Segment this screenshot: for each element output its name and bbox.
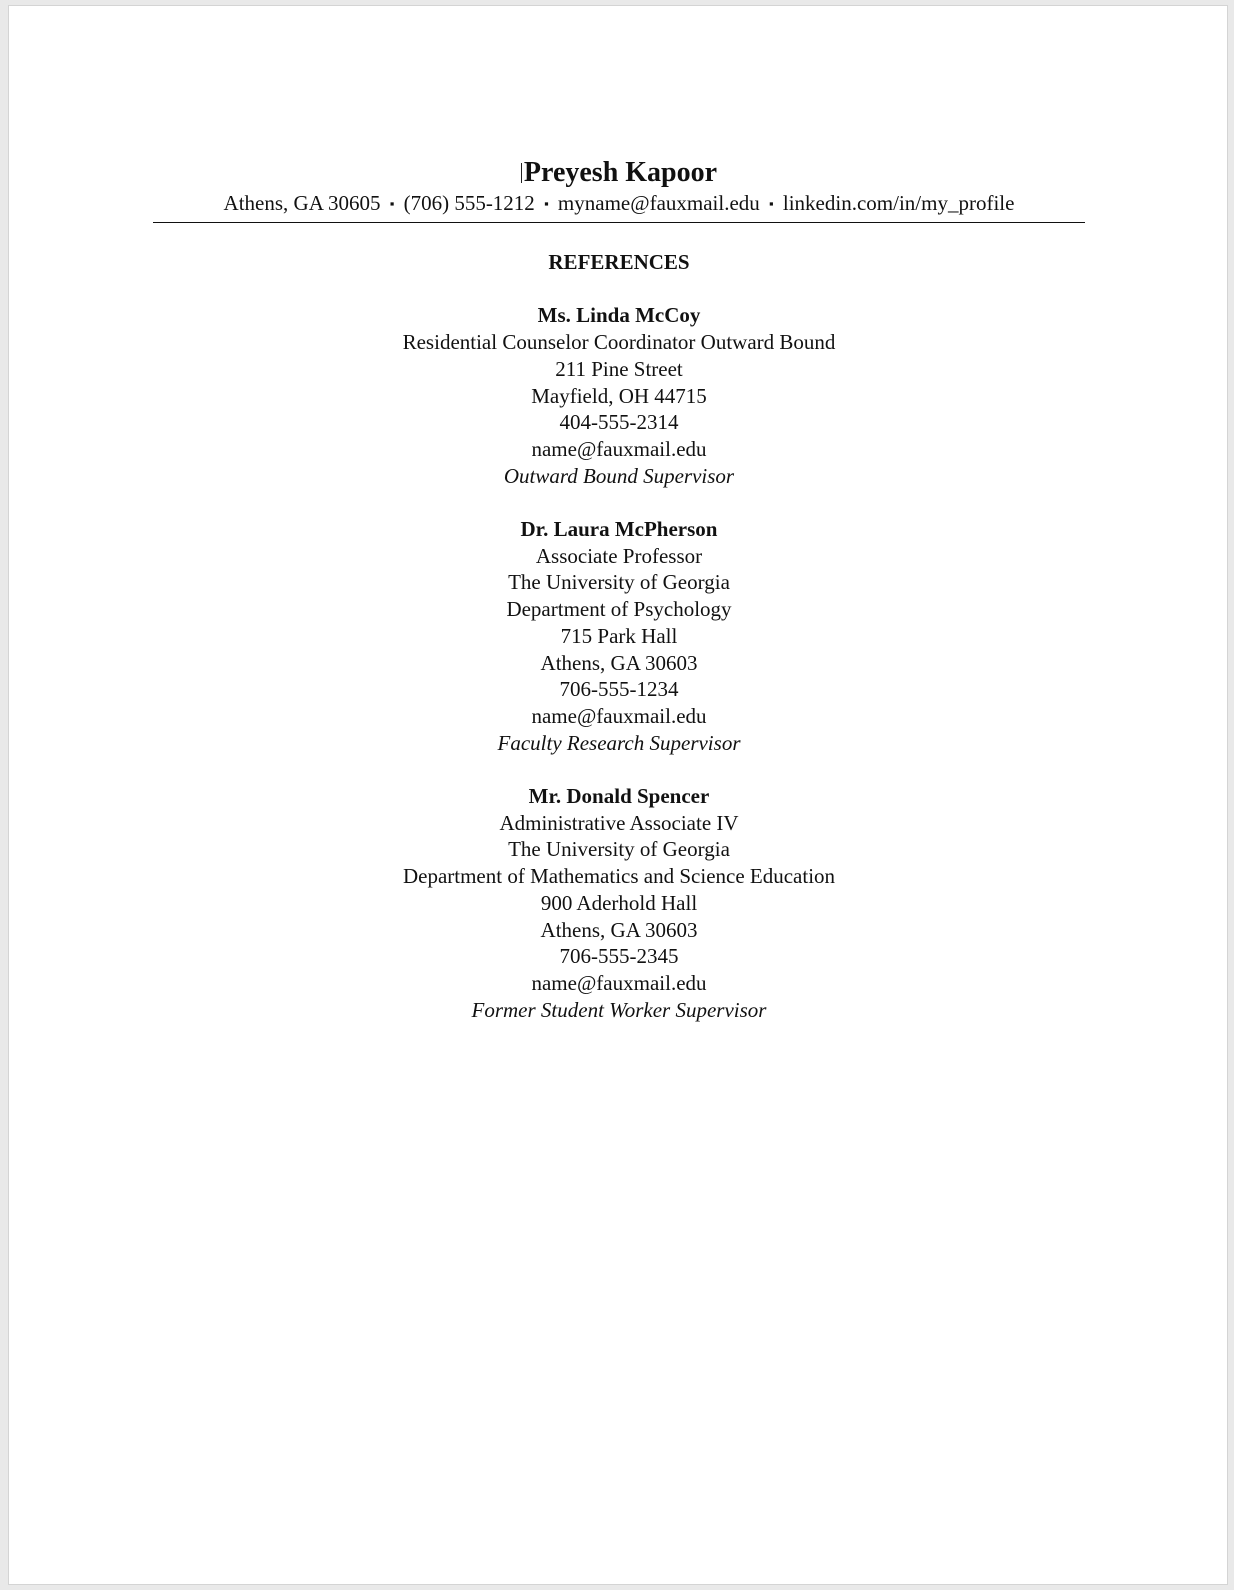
reference-line: 715 Park Hall [560, 623, 678, 648]
reference-entry [153, 302, 1085, 489]
reference-line: Associate Professor [535, 543, 703, 568]
reference-line: Department of Mathematics and Science Education [402, 864, 836, 889]
contact-phone: (706) 555-1212 [403, 191, 535, 215]
contact-separator: ▪ [769, 196, 774, 211]
reference-line: Residential Counselor Coordinator Outward Bound [402, 330, 836, 355]
reference-line: 706-555-1234 [559, 677, 679, 702]
reference-name: Ms. Linda McCoy [537, 303, 701, 328]
reference-line: name@fauxmail.edu [531, 703, 707, 728]
reference-line: The University of Georgia [508, 837, 730, 862]
reference-entry [153, 516, 1085, 756]
document-page [8, 5, 1228, 1585]
reference-line: 706-555-2345 [559, 944, 679, 969]
contact-separator: ▪ [544, 196, 549, 211]
contact-location: Athens, GA 30605 [223, 191, 381, 215]
contact-linkedin: linkedin.com/in/my_profile [782, 191, 1015, 215]
reference-line: Athens, GA 30603 [540, 650, 698, 675]
reference-name: Mr. Donald Spencer [528, 784, 710, 809]
reference-line: name@fauxmail.edu [531, 436, 707, 461]
reference-line: Department of Psychology [506, 597, 732, 622]
candidate-name[interactable] [521, 156, 717, 190]
references-section [153, 249, 1085, 1050]
reference-line: Administrative Associate IV [499, 810, 739, 835]
candidate-name-text: Preyesh Kapoor [523, 157, 718, 188]
section-title: REFERENCES [548, 250, 690, 274]
reference-relationship: Outward Bound Supervisor [503, 463, 735, 488]
reference-line: name@fauxmail.edu [531, 970, 707, 995]
reference-line: 211 Pine Street [555, 356, 683, 381]
contact-line [153, 190, 1085, 217]
reference-line: 404-555-2314 [559, 410, 679, 435]
reference-line: The University of Georgia [508, 570, 730, 595]
reference-name: Dr. Laura McPherson [520, 517, 718, 541]
resume-header [153, 156, 1085, 217]
reference-entry [153, 783, 1085, 1023]
reference-line: 900 Aderhold Hall [540, 890, 698, 915]
contact-separator: ▪ [389, 196, 395, 211]
text-cursor [521, 163, 522, 183]
reference-line: Athens, GA 30603 [540, 917, 698, 942]
header-divider [153, 222, 1085, 223]
contact-email: myname@fauxmail.edu [557, 191, 760, 215]
reference-line: Mayfield, OH 44715 [531, 383, 707, 408]
reference-relationship: Former Student Worker Supervisor [471, 997, 767, 1022]
reference-relationship: Faculty Research Supervisor [497, 730, 741, 755]
